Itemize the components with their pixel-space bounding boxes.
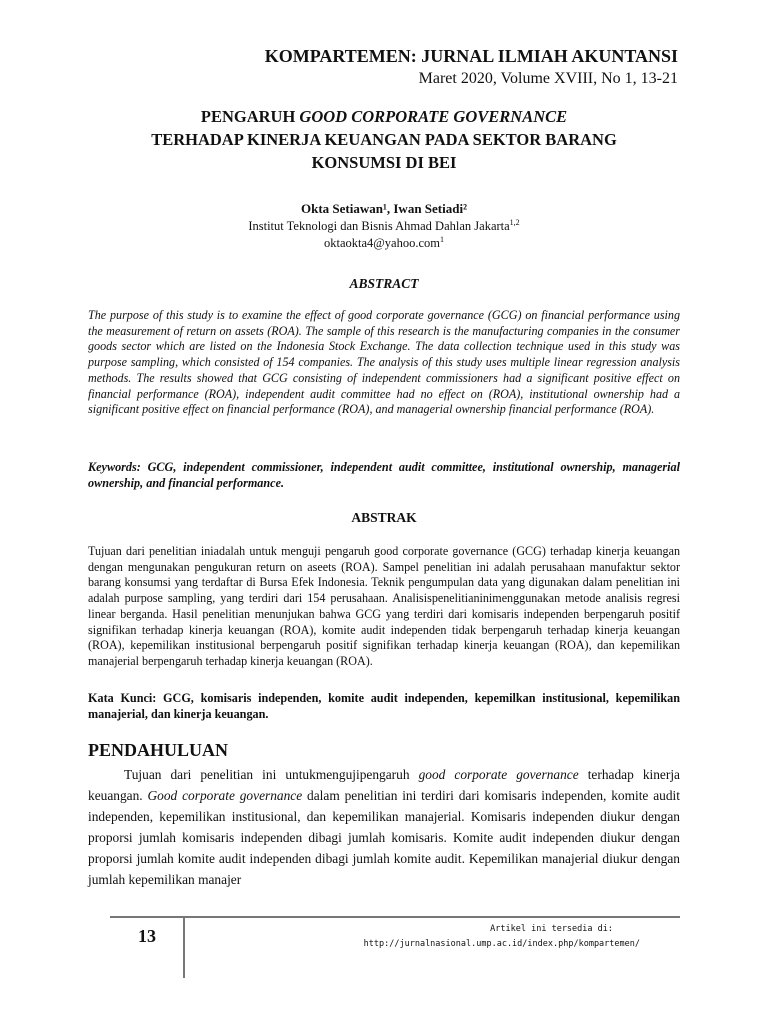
email-text: oktaokta4@yahoo.com: [324, 236, 440, 250]
intro-part-2: terhadap kinerja keuangan.: [88, 767, 680, 803]
page-number: 13: [138, 926, 156, 946]
journal-url-link[interactable]: http://jurnalnasional.ump.ac.id/index.php/kompartemen/: [363, 939, 640, 949]
intro-italic-2: Good corporate governance: [147, 788, 303, 803]
footer-divider: [110, 916, 680, 918]
title-line-2: TERHADAP KINERJA KEUANGAN PADA SEKTOR BARANG: [151, 130, 617, 149]
title-prefix: PENGARUH: [200, 107, 300, 126]
abstrak-heading: ABSTRAK: [351, 510, 417, 525]
abstrak-text: Tujuan dari penelitian iniadalah untuk menguji pengaruh good corporate governance (GCG) terhadap kinerja keuangan dengan mengunakan pengukuran return on aseets (ROA). Sampel penelitian ini adalah perusahaan manufaktur sektor barang konsumsi yang terdaftar di Bursa Efek Indonesia. Teknik pengumpulan data yang digunakan dalam penelitian ini adalah purpose sampling, yang terdiri dari 154 perusahaan. Analisispenelitianinimenggunakan metode analisis regresi linear berganda. Hasil penelitian menunjukan bahwa GCG yang terdiri dari komisaris independen berpengaruh positif signifikan terhadap kinerja keuangan (ROA), komite audit independen tidak berpengaruh terhadap kinerja keuangan (ROA), kepemilikan institusional berpengaruh positif signifikan terhadap kinerja keuangan (ROA), dan kepemilikan manajerial berpengaruh terhadap kinerja keuangan (ROA).: [88, 544, 680, 668]
affiliation-sup: 1,2: [509, 218, 520, 227]
abstract-heading: ABSTRACT: [349, 276, 419, 291]
intro-part-1: Tujuan dari penelitian ini untukmengujipengaruh: [124, 767, 419, 782]
abstract-text: The purpose of this study is to examine the effect of good corporate governance (GCG) on financial performance using the measurement of return on assets (ROA). The sample of this research is the manufacturing companies in the consumer goods sector which are listed on the Indonesia Stock Exchange. The data collection technique used in this study was purpose sampling, which consisted of 154 companies. The analysis of this study uses multiple linear regression analysis methods. The results showed that GCG consisting of independent commissioners had a significant positive effect on financial performance (ROA), independent audit committee had no effect on (ROA), institutional ownership had a significant positive effect on financial performance (ROA), and managerial ownership financial performance (ROA).: [88, 308, 680, 417]
intro-part-3: dalam penelitian ini terdiri dari komisaris independen, komite audit independen, kepemilikan institusional, dan kepemilikan manajerial. Komisaris independen diukur dengan proporsi jumlah komisaris independen dibagi jumlah komisaris. Komite audit independen diukur dengan proporsi jumlah komite audit independen dibagi jumlah komite audit. Kepemilikan manajerial diukur dengan jumlah kepemilikan manajer: [88, 788, 680, 887]
affiliation-text: Institut Teknologi dan Bisnis Ahmad Dahlan Jakarta: [248, 219, 510, 233]
author-names: Okta Setiawan¹, Iwan Setiadi²: [301, 201, 467, 216]
title-line-3: KONSUMSI DI BEI: [311, 153, 457, 172]
abstrak-keywords: Kata Kunci: GCG, komisaris independen, komite audit independen, kepemilkan institusional, kepemilikan manajerial, dan kinerja keuangan.: [88, 691, 680, 721]
journal-issue: Maret 2020, Volume XVIII, No 1, 13-21: [418, 70, 678, 87]
availability-label: Artikel ini tersedia di:: [490, 924, 613, 934]
abstract-keywords: Keywords: GCG, independent commissioner, independent audit committee, institutional ownership, managerial ownership, and financial performance.: [88, 460, 680, 490]
title-italic: GOOD CORPORATE GOVERNANCE: [299, 107, 568, 126]
intro-paragraph: [88, 764, 680, 890]
paper-title: [88, 105, 680, 174]
journal-name: KOMPARTEMEN: JURNAL ILMIAH AKUNTANSI: [264, 46, 678, 66]
footer-vertical-divider: [183, 916, 185, 978]
intro-italic-1: good corporate governance: [418, 767, 579, 782]
section-heading-pendahuluan: PENDAHULUAN: [88, 740, 229, 760]
email-sup: 1: [440, 235, 444, 244]
title-line-1: [88, 105, 680, 128]
author-email: [88, 235, 680, 251]
affiliation: [88, 218, 680, 234]
